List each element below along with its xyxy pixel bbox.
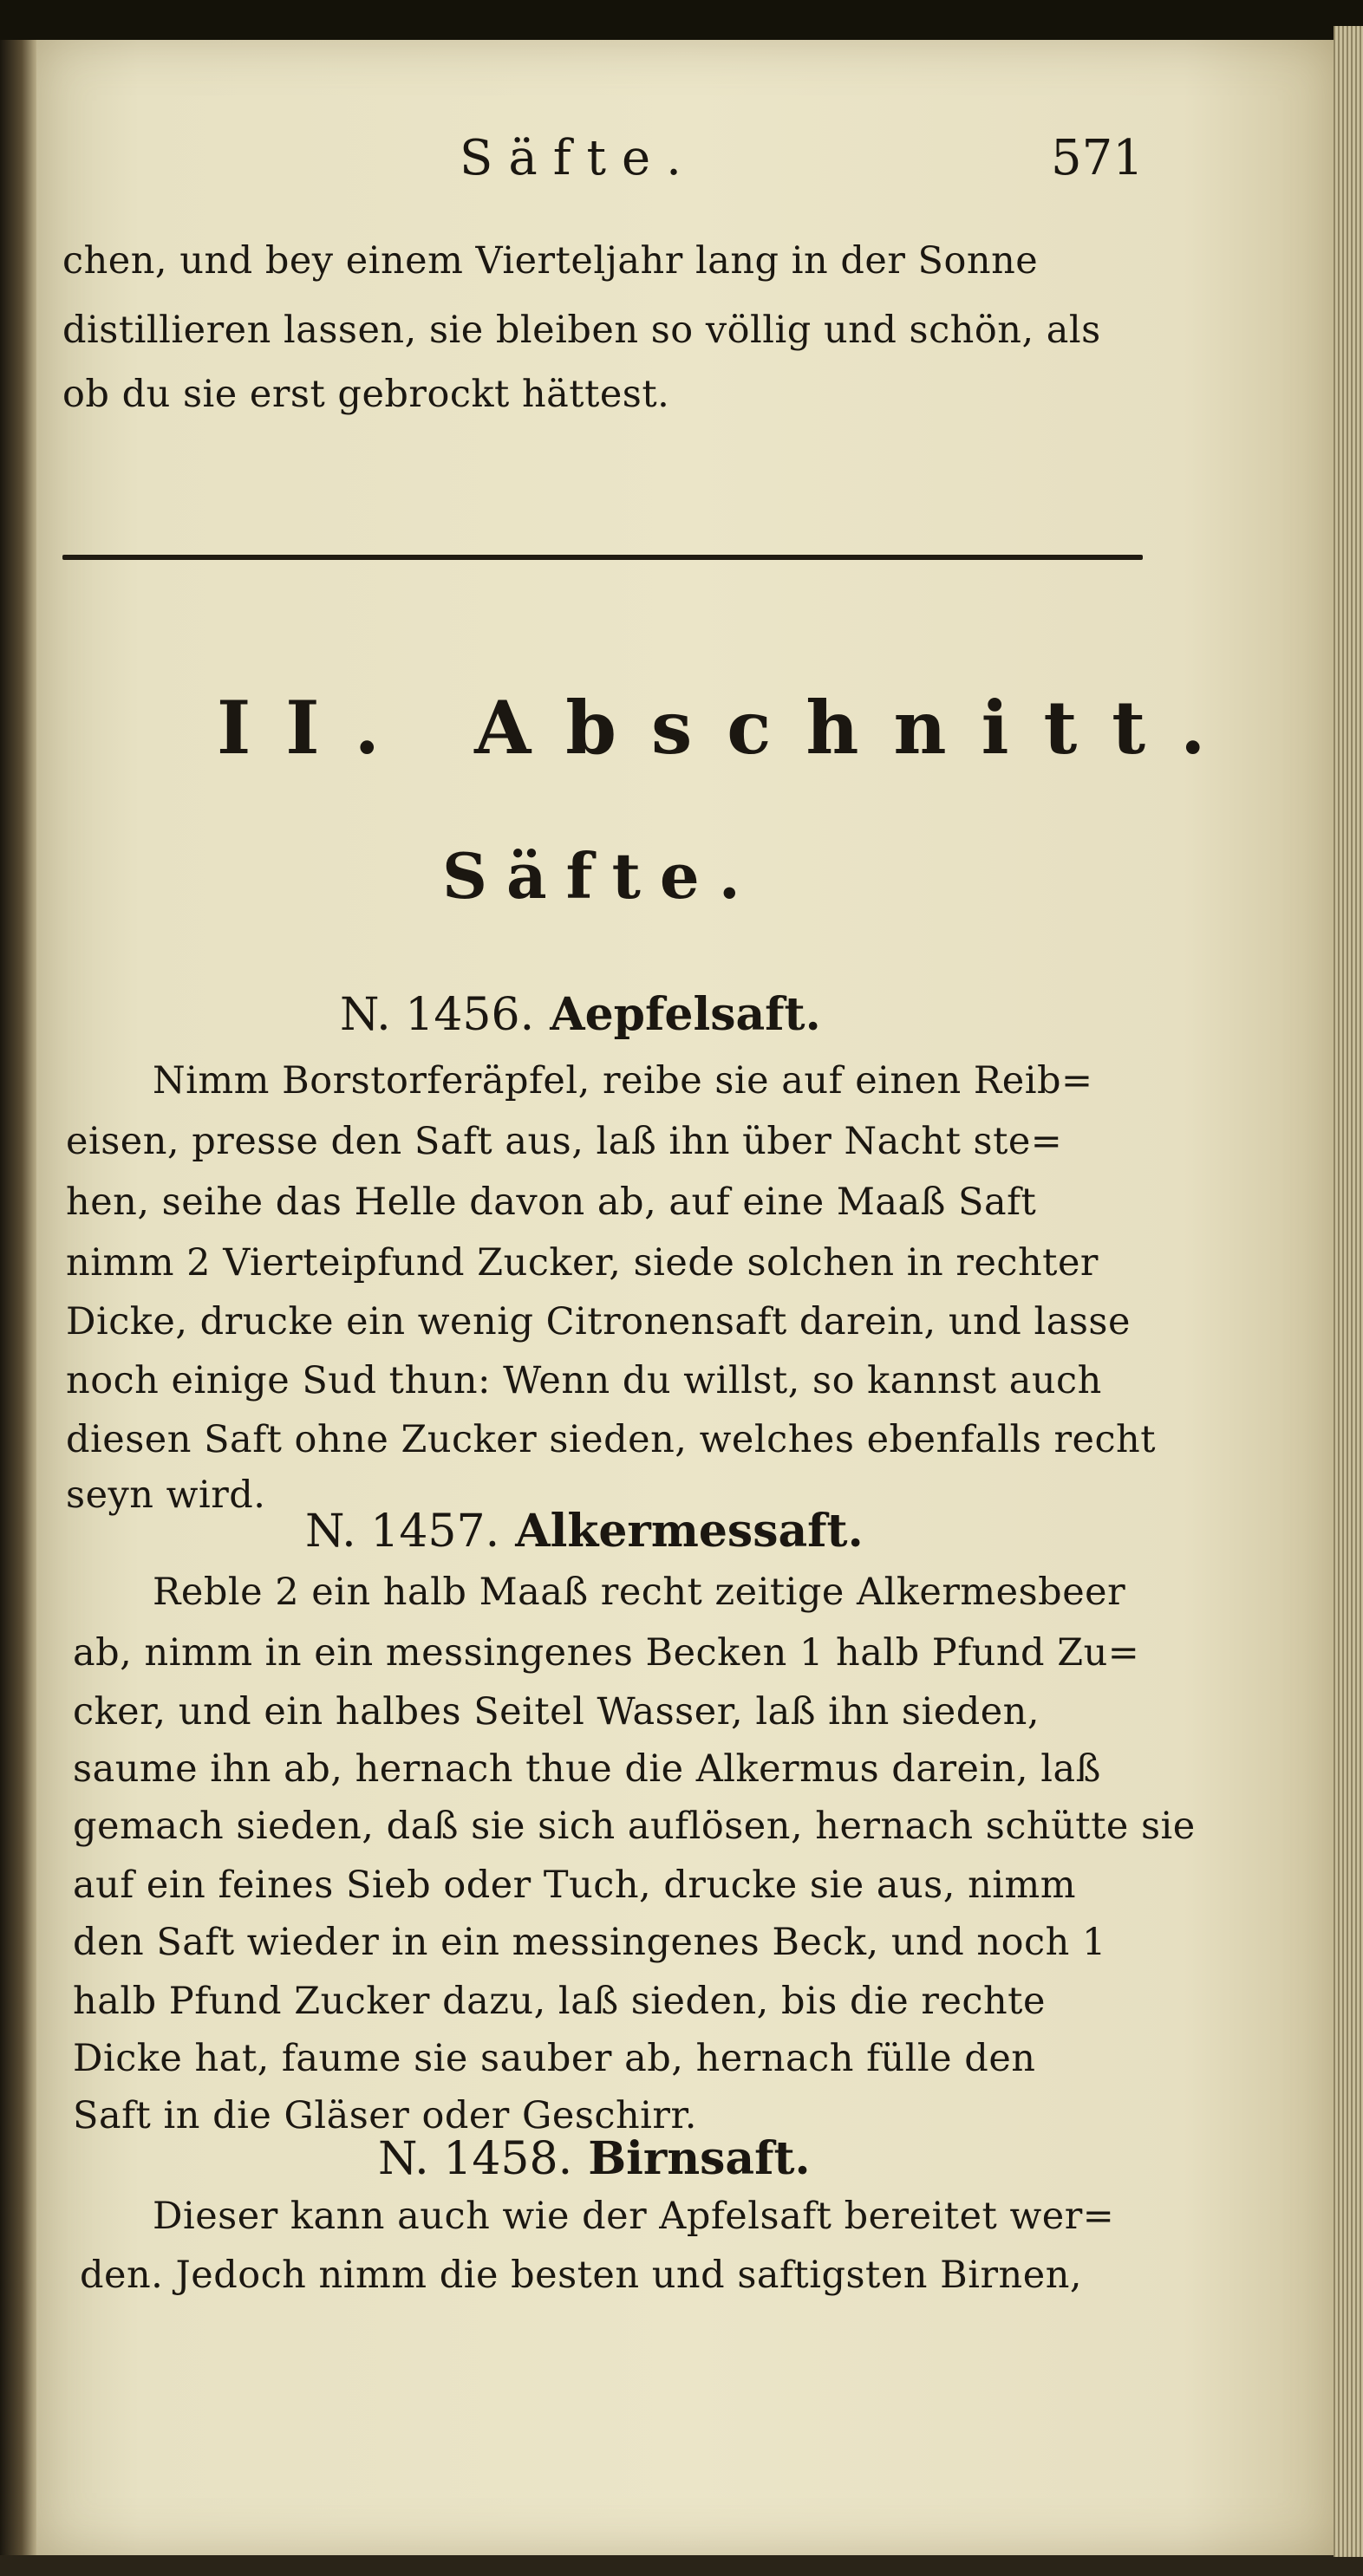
- recipe-line: Dieser kann auch wie der Apfelsaft bereitet wer=: [153, 2195, 1115, 2238]
- section-divider: [62, 555, 1143, 560]
- recipe-line: auf ein feines Sieb oder Tuch, drucke sie aus, nimm: [73, 1864, 1077, 1907]
- recipe-number: N. 1457.: [305, 1506, 500, 1558]
- recipe-line: cker, und ein halbes Seitel Wasser, laß ihn sieden,: [73, 1690, 1040, 1734]
- page-edges: [1334, 26, 1363, 2557]
- recipe-line: saume ihn ab, hernach thue die Alkermus darein, laß: [73, 1747, 1101, 1791]
- scan-top-edge: [0, 0, 1363, 40]
- recipe-line: seyn wird.: [66, 1473, 266, 1517]
- recipe-heading: [340, 988, 821, 1041]
- page-number: 571: [1051, 130, 1144, 186]
- recipe-line: Dicke, drucke ein wenig Citronensaft darein, und lasse: [66, 1300, 1131, 1343]
- recipe-heading: [305, 1505, 864, 1558]
- recipe-name: Birnsaft.: [588, 2132, 811, 2185]
- recipe-line: eisen, presse den Saft aus, laß ihn über Nacht ste=: [66, 1120, 1063, 1163]
- recipe-line: den. Jedoch nimm die besten und saftigsten Birnen,: [80, 2254, 1083, 2297]
- recipe-name: Aepfelsaft.: [550, 988, 821, 1041]
- recipe-line: Reble 2 ein halb Maaß recht zeitige Alkermesbeer: [153, 1571, 1126, 1614]
- recipe-number: N. 1456.: [340, 989, 535, 1041]
- intro-line: distillieren lassen, sie bleiben so völlig und schön, als: [62, 309, 1101, 352]
- recipe-line: noch einige Sud thun: Wenn du willst, so kannst auch: [66, 1359, 1102, 1402]
- recipe-line: gemach sieden, daß sie sich auflösen, hernach schütte sie: [73, 1805, 1196, 1848]
- recipe-line: Saft in die Gläser oder Geschirr.: [73, 2094, 697, 2137]
- recipe-line: Nimm Borstorferäpfel, reibe sie auf einen Reib=: [153, 1059, 1093, 1103]
- recipe-heading: [378, 2132, 811, 2185]
- running-head: Säfte.: [460, 130, 697, 186]
- recipe-line: ab, nimm in ein messingenes Becken 1 halb Pfund Zu=: [73, 1631, 1140, 1675]
- recipe-line: Dicke hat, faume sie sauber ab, hernach fülle den: [73, 2037, 1036, 2080]
- recipe-line: den Saft wieder in ein messingenes Beck, und noch 1: [73, 1921, 1106, 1964]
- recipe-line: hen, seihe das Helle davon ab, auf eine Maaß Saft: [66, 1181, 1037, 1224]
- intro-line: ob du sie erst gebrockt hättest.: [62, 373, 670, 416]
- section-title: II. Abschnitt.: [217, 685, 1241, 771]
- recipe-name: Alkermessaft.: [515, 1505, 864, 1558]
- section-subtitle: Säfte.: [442, 839, 760, 913]
- book-gutter: [0, 38, 36, 2555]
- recipe-line: diesen Saft ohne Zucker sieden, welches ebenfalls recht: [66, 1418, 1157, 1461]
- intro-line: chen, und bey einem Vierteljahr lang in der Sonne: [62, 239, 1039, 283]
- recipe-number: N. 1458.: [378, 2133, 573, 2185]
- recipe-line: nimm 2 Vierteipfund Zucker, siede solchen in rechter: [66, 1241, 1099, 1285]
- recipe-line: halb Pfund Zucker dazu, laß sieden, bis die rechte: [73, 1980, 1046, 2023]
